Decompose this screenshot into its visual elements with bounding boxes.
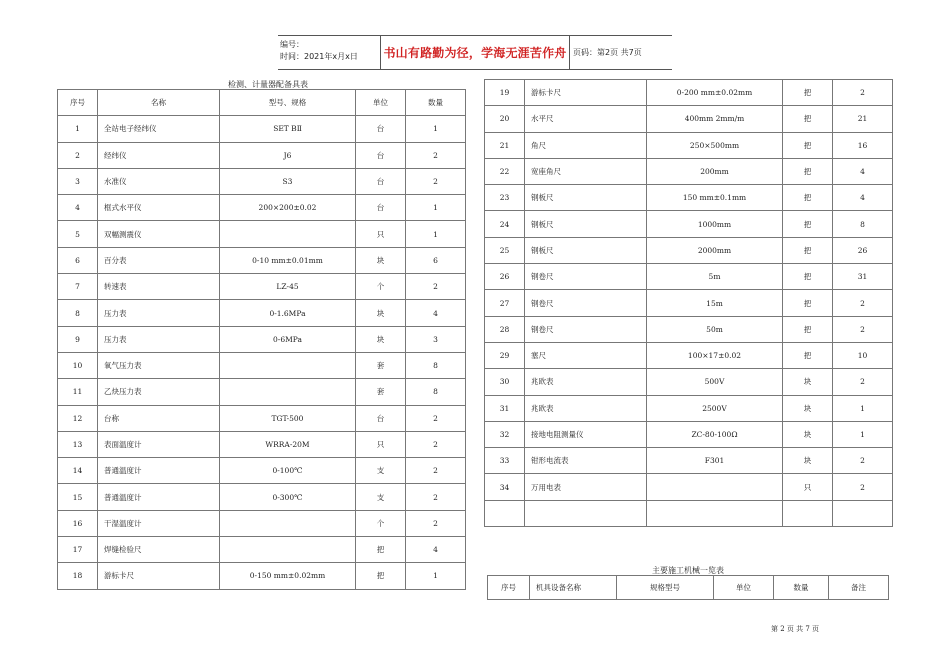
cell-spec: 0-6MPa <box>220 326 356 352</box>
cell-name: 钢板尺 <box>525 211 647 237</box>
table-row <box>58 221 466 247</box>
cell-spec: 0-100℃ <box>220 458 356 484</box>
cell-index: 2 <box>58 142 98 168</box>
cell-index: 25 <box>485 237 525 263</box>
column-header: 序号 <box>488 576 530 600</box>
table-row <box>485 369 893 395</box>
cell-quantity: 2 <box>833 80 893 106</box>
cell-index: 4 <box>58 195 98 221</box>
cell-name: 普通温度计 <box>98 458 220 484</box>
cell-unit: 套 <box>356 352 406 378</box>
cell-index: 3 <box>58 168 98 194</box>
cell-spec: 250×500mm <box>647 132 783 158</box>
cell-spec: 400mm 2mm/m <box>647 106 783 132</box>
cell-quantity: 8 <box>833 211 893 237</box>
cell-spec: 15m <box>647 290 783 316</box>
cell-unit: 只 <box>783 474 833 500</box>
table-row <box>58 326 466 352</box>
cell-name: 框式水平仪 <box>98 195 220 221</box>
cell-spec: ZC-80-100Ω <box>647 421 783 447</box>
header-slogan: 书山有路勤为径，学海无涯苦作舟 <box>381 36 570 69</box>
cell-index: 12 <box>58 405 98 431</box>
cell-name: 钢板尺 <box>525 185 647 211</box>
instruments-table-left <box>57 89 466 590</box>
cell-index: 13 <box>58 431 98 457</box>
cell-index: 8 <box>58 300 98 326</box>
cell-name: 全站电子经纬仪 <box>98 116 220 142</box>
cell-index: 29 <box>485 342 525 368</box>
instruments-table-right <box>484 79 893 527</box>
cell-spec <box>220 352 356 378</box>
table-row <box>485 158 893 184</box>
table-row <box>58 168 466 194</box>
cell-name: 压力表 <box>98 300 220 326</box>
cell-spec: 1000mm <box>647 211 783 237</box>
machinery-table <box>487 575 889 600</box>
cell-unit: 把 <box>783 290 833 316</box>
cell-unit: 只 <box>356 431 406 457</box>
cell-spec: LZ-45 <box>220 274 356 300</box>
cell-index: 23 <box>485 185 525 211</box>
cell-quantity: 2 <box>406 274 466 300</box>
cell-spec: F301 <box>647 448 783 474</box>
cell-index: 27 <box>485 290 525 316</box>
table-row <box>485 106 893 132</box>
cell-index: 1 <box>58 116 98 142</box>
cell-name: 转速表 <box>98 274 220 300</box>
column-header: 型号、规格 <box>220 90 356 116</box>
cell-quantity: 1 <box>406 195 466 221</box>
cell-unit: 个 <box>356 274 406 300</box>
cell-index: 33 <box>485 448 525 474</box>
cell-name: 乙炔压力表 <box>98 379 220 405</box>
cell-spec <box>647 500 783 526</box>
cell-unit <box>783 500 833 526</box>
time-label: 时间：2021年x月x日 <box>280 52 358 61</box>
cell-quantity: 21 <box>833 106 893 132</box>
cell-quantity: 8 <box>406 379 466 405</box>
cell-unit: 块 <box>356 326 406 352</box>
table-row <box>485 421 893 447</box>
table-row <box>58 142 466 168</box>
cell-index: 26 <box>485 264 525 290</box>
table-row <box>485 342 893 368</box>
cell-quantity: 2 <box>406 458 466 484</box>
cell-index: 15 <box>58 484 98 510</box>
cell-name: 氧气压力表 <box>98 352 220 378</box>
cell-quantity: 2 <box>833 448 893 474</box>
cell-name: 压力表 <box>98 326 220 352</box>
table-row <box>58 274 466 300</box>
table-row <box>485 237 893 263</box>
cell-name: 钢卷尺 <box>525 290 647 316</box>
cell-quantity: 1 <box>406 563 466 589</box>
cell-name: 角尺 <box>525 132 647 158</box>
table-row <box>58 484 466 510</box>
cell-name: 万用电表 <box>525 474 647 500</box>
table-row <box>58 405 466 431</box>
cell-quantity <box>833 500 893 526</box>
table-row <box>485 132 893 158</box>
cell-unit: 套 <box>356 379 406 405</box>
table-row <box>58 352 466 378</box>
cell-name: 水平尺 <box>525 106 647 132</box>
cell-quantity: 2 <box>406 168 466 194</box>
table-row <box>58 247 466 273</box>
cell-index: 6 <box>58 247 98 273</box>
cell-spec: 0-200 mm±0.02mm <box>647 80 783 106</box>
cell-quantity: 16 <box>833 132 893 158</box>
cell-quantity: 4 <box>833 185 893 211</box>
cell-index: 16 <box>58 510 98 536</box>
column-header: 单位 <box>714 576 774 600</box>
table-row <box>485 211 893 237</box>
cell-quantity: 31 <box>833 264 893 290</box>
table-row <box>485 264 893 290</box>
cell-index: 24 <box>485 211 525 237</box>
cell-index: 19 <box>485 80 525 106</box>
cell-index: 30 <box>485 369 525 395</box>
table-row <box>58 563 466 589</box>
cell-index: 10 <box>58 352 98 378</box>
cell-unit: 块 <box>783 395 833 421</box>
cell-index: 14 <box>58 458 98 484</box>
cell-unit: 台 <box>356 168 406 194</box>
column-header: 单位 <box>356 90 406 116</box>
cell-index: 7 <box>58 274 98 300</box>
cell-quantity: 2 <box>406 484 466 510</box>
cell-name <box>525 500 647 526</box>
cell-quantity: 2 <box>406 142 466 168</box>
cell-spec <box>220 379 356 405</box>
cell-name: 双幅测震仪 <box>98 221 220 247</box>
cell-unit: 块 <box>356 300 406 326</box>
table3-caption: 主要施工机械一览表 <box>652 566 724 575</box>
cell-spec: 5m <box>647 264 783 290</box>
cell-spec: TGT-500 <box>220 405 356 431</box>
cell-unit: 把 <box>783 80 833 106</box>
cell-spec: 50m <box>647 316 783 342</box>
cell-unit: 把 <box>356 563 406 589</box>
cell-name: 钢板尺 <box>525 237 647 263</box>
cell-name: 宽座角尺 <box>525 158 647 184</box>
page-header <box>278 35 672 70</box>
cell-spec: 0-1.6MPa <box>220 300 356 326</box>
table-row <box>58 195 466 221</box>
cell-index: 22 <box>485 158 525 184</box>
column-header: 数量 <box>774 576 829 600</box>
cell-unit: 块 <box>783 369 833 395</box>
cell-spec <box>220 537 356 563</box>
table-header-row <box>488 576 889 600</box>
cell-spec: 2000mm <box>647 237 783 263</box>
table-row <box>485 185 893 211</box>
cell-quantity: 2 <box>833 290 893 316</box>
table1-caption: 检测、计量器配备具表 <box>228 80 308 89</box>
page-footer: 第 2 页 共 7 页 <box>771 625 820 633</box>
cell-name: 塞尺 <box>525 342 647 368</box>
cell-name: 水准仪 <box>98 168 220 194</box>
cell-name: 游标卡尺 <box>98 563 220 589</box>
cell-name: 接地电阻测量仪 <box>525 421 647 447</box>
table-row <box>485 448 893 474</box>
cell-index: 32 <box>485 421 525 447</box>
cell-quantity: 2 <box>406 405 466 431</box>
cell-name: 游标卡尺 <box>525 80 647 106</box>
cell-quantity: 2 <box>833 316 893 342</box>
cell-name: 台称 <box>98 405 220 431</box>
table-row <box>58 510 466 536</box>
table-row <box>485 316 893 342</box>
cell-quantity: 26 <box>833 237 893 263</box>
cell-name: 百分表 <box>98 247 220 273</box>
header-meta <box>278 36 381 69</box>
cell-unit: 台 <box>356 195 406 221</box>
cell-spec: 200mm <box>647 158 783 184</box>
number-label: 编号： <box>280 40 304 49</box>
table-row <box>58 300 466 326</box>
cell-name: 钢卷尺 <box>525 264 647 290</box>
cell-quantity: 2 <box>833 474 893 500</box>
cell-index: 17 <box>58 537 98 563</box>
cell-unit: 块 <box>783 421 833 447</box>
cell-name: 干湿温度计 <box>98 510 220 536</box>
cell-index: 34 <box>485 474 525 500</box>
cell-name: 钢卷尺 <box>525 316 647 342</box>
cell-spec: WRRA-20M <box>220 431 356 457</box>
cell-unit: 把 <box>783 264 833 290</box>
table-row <box>485 474 893 500</box>
cell-unit: 支 <box>356 458 406 484</box>
cell-spec: S3 <box>220 168 356 194</box>
cell-index: 18 <box>58 563 98 589</box>
cell-unit: 台 <box>356 116 406 142</box>
table-header-row <box>58 90 466 116</box>
cell-quantity: 2 <box>833 369 893 395</box>
cell-name: 兆欧表 <box>525 395 647 421</box>
table-row <box>485 395 893 421</box>
table-row <box>58 379 466 405</box>
table-row <box>485 80 893 106</box>
cell-unit: 把 <box>783 342 833 368</box>
cell-name: 经纬仪 <box>98 142 220 168</box>
column-header: 数量 <box>406 90 466 116</box>
cell-quantity: 1 <box>406 221 466 247</box>
table-row <box>58 537 466 563</box>
column-header: 备注 <box>829 576 889 600</box>
cell-quantity: 3 <box>406 326 466 352</box>
cell-name: 钳形电流表 <box>525 448 647 474</box>
cell-quantity: 8 <box>406 352 466 378</box>
cell-unit: 把 <box>783 132 833 158</box>
table-row <box>58 431 466 457</box>
cell-index: 20 <box>485 106 525 132</box>
cell-name: 普通温度计 <box>98 484 220 510</box>
table-row <box>485 500 893 526</box>
cell-quantity: 1 <box>833 395 893 421</box>
cell-unit: 只 <box>356 221 406 247</box>
cell-index: 9 <box>58 326 98 352</box>
cell-unit: 把 <box>783 237 833 263</box>
cell-quantity: 4 <box>833 158 893 184</box>
cell-unit: 把 <box>356 537 406 563</box>
cell-spec: 0-300℃ <box>220 484 356 510</box>
cell-quantity: 2 <box>406 510 466 536</box>
cell-index: 28 <box>485 316 525 342</box>
cell-unit: 把 <box>783 185 833 211</box>
header-page-label: 页码：第2页 共7页 <box>573 48 642 57</box>
cell-spec: 150 mm±0.1mm <box>647 185 783 211</box>
cell-index: 5 <box>58 221 98 247</box>
cell-unit: 块 <box>356 247 406 273</box>
cell-unit: 支 <box>356 484 406 510</box>
table-row <box>485 290 893 316</box>
column-header: 序号 <box>58 90 98 116</box>
cell-spec: J6 <box>220 142 356 168</box>
cell-unit: 台 <box>356 142 406 168</box>
cell-spec: SET BⅡ <box>220 116 356 142</box>
cell-spec <box>220 510 356 536</box>
cell-spec: 0-10 mm±0.01mm <box>220 247 356 273</box>
cell-index: 11 <box>58 379 98 405</box>
column-header: 名称 <box>98 90 220 116</box>
cell-spec: 200×200±0.02 <box>220 195 356 221</box>
cell-unit: 块 <box>783 448 833 474</box>
cell-quantity: 4 <box>406 300 466 326</box>
cell-unit: 台 <box>356 405 406 431</box>
cell-name: 焊缝检验尺 <box>98 537 220 563</box>
column-header: 规格型号 <box>617 576 714 600</box>
cell-spec: 2500V <box>647 395 783 421</box>
cell-name: 兆欧表 <box>525 369 647 395</box>
cell-index: 21 <box>485 132 525 158</box>
cell-spec <box>647 474 783 500</box>
cell-quantity: 1 <box>833 421 893 447</box>
cell-unit: 个 <box>356 510 406 536</box>
cell-unit: 把 <box>783 158 833 184</box>
cell-quantity: 6 <box>406 247 466 273</box>
column-header: 机具设备名称 <box>530 576 617 600</box>
cell-index <box>485 500 525 526</box>
cell-quantity: 1 <box>406 116 466 142</box>
cell-unit: 把 <box>783 211 833 237</box>
table-row <box>58 116 466 142</box>
table-row <box>58 458 466 484</box>
cell-spec: 500V <box>647 369 783 395</box>
cell-spec <box>220 221 356 247</box>
cell-unit: 把 <box>783 106 833 132</box>
cell-quantity: 2 <box>406 431 466 457</box>
cell-spec: 0-150 mm±0.02mm <box>220 563 356 589</box>
cell-spec: 100×17±0.02 <box>647 342 783 368</box>
cell-quantity: 4 <box>406 537 466 563</box>
cell-quantity: 10 <box>833 342 893 368</box>
cell-unit: 把 <box>783 316 833 342</box>
cell-name: 表面温度计 <box>98 431 220 457</box>
cell-index: 31 <box>485 395 525 421</box>
